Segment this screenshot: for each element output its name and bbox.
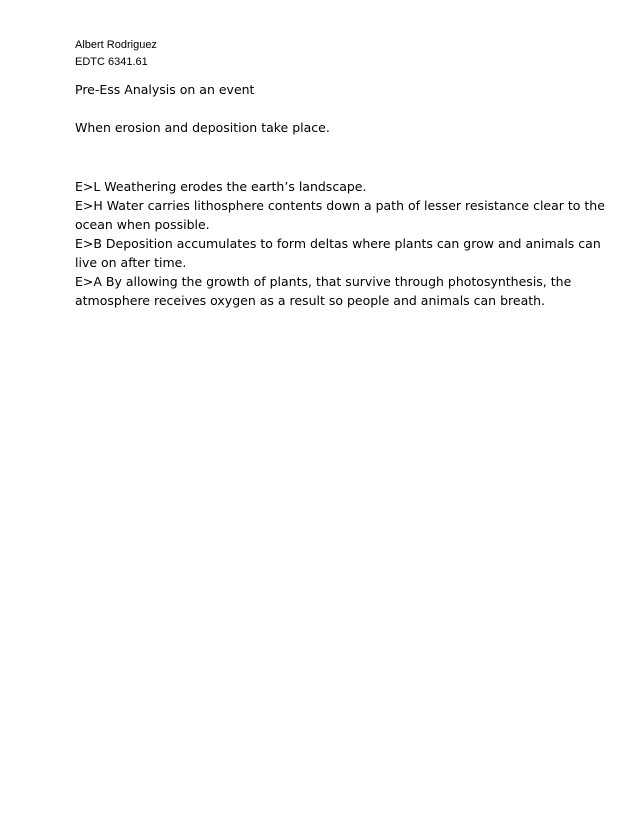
analysis-line-eb-1: E>B Deposition accumulates to form deltas where plants can grow and animals can <box>75 236 601 251</box>
analysis-line-eb-2: live on after time. <box>75 255 187 270</box>
analysis-line-ea-2: atmosphere receives oxygen as a result so people and animals can breath. <box>75 293 546 308</box>
course-code: EDTC 6341.61 <box>75 56 148 68</box>
analysis-body <box>75 177 605 310</box>
analysis-line-eh-1: E>H Water carries lithosphere contents down a path of lesser resistance clear to the <box>75 198 605 213</box>
event-description: When erosion and deposition take place. <box>75 120 330 135</box>
document-header <box>75 37 157 71</box>
author-name: Albert Rodriguez <box>75 39 157 51</box>
analysis-line-el: E>L Weathering erodes the earth’s landscape. <box>75 179 367 194</box>
document-title: Pre-Ess Analysis on an event <box>75 82 255 97</box>
analysis-line-eh-2: ocean when possible. <box>75 217 210 232</box>
analysis-line-ea-1: E>A By allowing the growth of plants, that survive through photosynthesis, the <box>75 274 572 289</box>
